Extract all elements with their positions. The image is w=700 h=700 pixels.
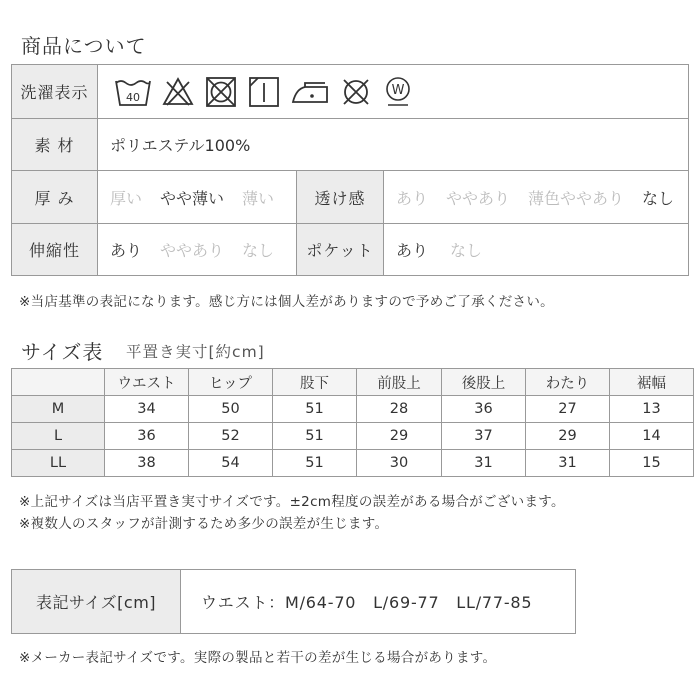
pocket-label: ポケット xyxy=(297,224,384,275)
size-row-label: LL xyxy=(12,450,105,477)
product-note: ※当店基準の表記になります。感じ方には個人差がありますので予めご了承ください。 xyxy=(19,294,554,310)
size-row-label: L xyxy=(12,423,105,450)
size-col-header: 裾幅 xyxy=(610,369,694,396)
size-cell: 36 xyxy=(442,396,526,423)
size-table-header xyxy=(12,369,694,396)
no-bleach-icon xyxy=(161,75,195,109)
labeled-size-note: ※メーカー表記サイズです。実際の製品と若干の差が生じる場合があります。 xyxy=(19,650,497,666)
size-cell: 27 xyxy=(526,396,610,423)
line-dry-icon xyxy=(247,75,281,109)
product-info-heading: 商品について xyxy=(21,34,147,58)
size-cell: 54 xyxy=(189,450,273,477)
size-cell: 34 xyxy=(105,396,189,423)
no-dry-clean-icon xyxy=(339,75,373,109)
pocket-options xyxy=(384,224,500,275)
size-cell: 30 xyxy=(357,450,442,477)
pocket-option: なし xyxy=(450,241,483,260)
stretch-row xyxy=(12,223,688,275)
stretch-label: 伸縮性 xyxy=(12,224,98,275)
material-label: 素 材 xyxy=(12,119,98,170)
pocket-option: あり xyxy=(396,241,429,260)
transparency-option: ややあり xyxy=(446,188,511,208)
transparency-option: 薄色ややあり xyxy=(528,188,625,208)
labeled-size-label: 表記サイズ[cm] xyxy=(12,570,181,633)
thickness-option: 厚い xyxy=(110,188,143,208)
product-info-table xyxy=(11,64,689,276)
care-row xyxy=(12,65,688,118)
table-row xyxy=(12,423,694,450)
thickness-option: やや薄い xyxy=(160,188,225,208)
material-row xyxy=(12,118,688,170)
iron-low-icon xyxy=(290,75,330,109)
size-col-header xyxy=(12,369,105,396)
size-col-header: 後股上 xyxy=(442,369,526,396)
wash-temp: 40 xyxy=(126,90,140,104)
size-cell: 37 xyxy=(442,423,526,450)
size-cell: 51 xyxy=(273,396,357,423)
transparency-options xyxy=(384,171,674,223)
size-cell: 31 xyxy=(526,450,610,477)
thickness-label: 厚 み xyxy=(12,171,98,223)
size-cell: 50 xyxy=(189,396,273,423)
size-cell: 38 xyxy=(105,450,189,477)
size-col-header: わたり xyxy=(526,369,610,396)
size-row-label: M xyxy=(12,396,105,423)
wet-clean-letter: W xyxy=(391,82,405,98)
size-table-heading: サイズ表 xyxy=(21,340,104,364)
size-col-header: ヒップ xyxy=(189,369,273,396)
thickness-row xyxy=(12,170,688,223)
stretch-options xyxy=(98,224,297,275)
size-cell: 14 xyxy=(610,423,694,450)
table-row xyxy=(12,450,694,477)
transparency-option: あり xyxy=(396,188,429,208)
stretch-option: あり xyxy=(110,241,143,260)
material-value: ポリエステル100% xyxy=(110,136,251,155)
transparency-option: なし xyxy=(642,188,675,208)
size-cell: 51 xyxy=(273,450,357,477)
size-cell: 28 xyxy=(357,396,442,423)
care-label: 洗濯表示 xyxy=(12,65,98,118)
size-note-1: ※上記サイズは当店平置き実寸サイズです。±2cm程度の誤差がある場合がございます。 xyxy=(19,494,565,510)
size-cell: 36 xyxy=(105,423,189,450)
size-cell: 29 xyxy=(526,423,610,450)
size-col-header: ウエスト xyxy=(105,369,189,396)
thickness-options xyxy=(98,171,297,223)
thickness-option: 薄い xyxy=(242,188,275,208)
size-table xyxy=(11,368,694,477)
no-tumble-dry-icon xyxy=(204,75,238,109)
labeled-size-value: ウエスト：M/64-70 L/69-77 LL/77-85 xyxy=(201,593,533,612)
size-cell: 15 xyxy=(610,450,694,477)
size-table-subheading: 平置き実寸[約cm] xyxy=(126,343,265,361)
stretch-option: ややあり xyxy=(160,241,225,260)
transparency-label: 透け感 xyxy=(297,171,384,223)
size-cell: 29 xyxy=(357,423,442,450)
size-cell: 51 xyxy=(273,423,357,450)
size-cell: 52 xyxy=(189,423,273,450)
care-icons xyxy=(114,75,414,109)
size-cell: 13 xyxy=(610,396,694,423)
wash-40-icon xyxy=(114,75,152,109)
size-cell: 31 xyxy=(442,450,526,477)
table-row xyxy=(12,396,694,423)
stretch-option: なし xyxy=(242,241,275,260)
size-note-2: ※複数人のスタッフが計測するため多少の誤差が生じます。 xyxy=(19,516,389,532)
size-col-header: 股下 xyxy=(273,369,357,396)
size-col-header: 前股上 xyxy=(357,369,442,396)
labeled-size-box xyxy=(11,569,576,634)
wet-clean-icon xyxy=(382,75,414,109)
